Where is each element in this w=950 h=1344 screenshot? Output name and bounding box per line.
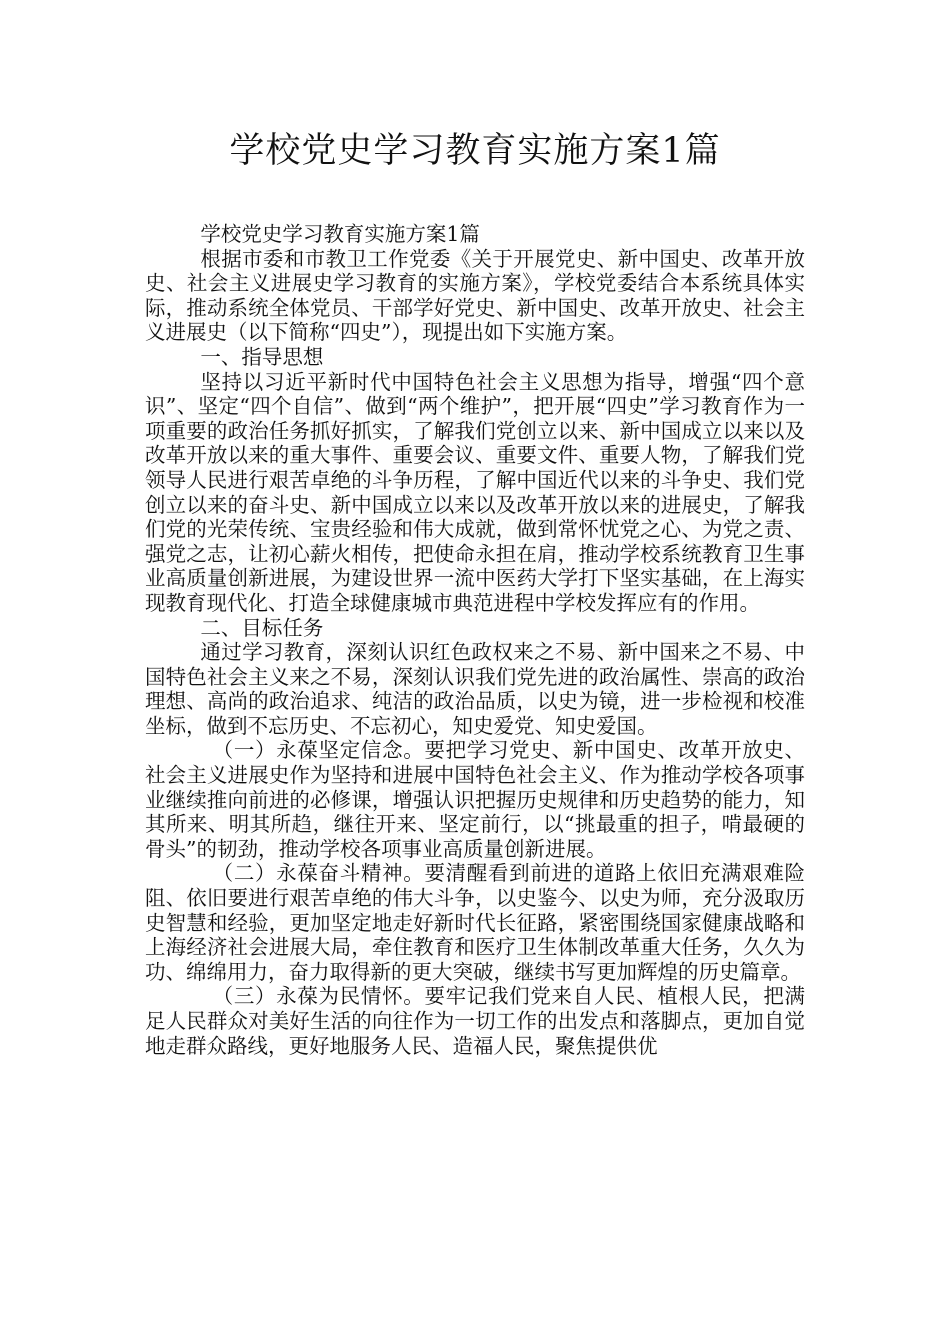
document-title: 学校党史学习教育实施方案1篇 <box>229 131 721 171</box>
subtitle-paragraph: 学校党史学习教育实施方案1篇 <box>200 222 480 246</box>
goal-item-2: （二）永葆奋斗精神。要清醒看到前进的道路上依旧充满艰难险阻、依旧要进行艰苦卓绝的伟大斗争，以史鉴今、以史为师，充分汲取历史智慧和经验，更加坚定地走好新时代长征路，紧密围绕国家健康战略和上海经济社会进展大局，牵住教育和医疗卫生体制改革重大任务，久久为功、绵绵用力，奋力取得新的更大突破，继续书写更加辉煌的历史篇章。 <box>145 861 805 984</box>
goal-item-1: （一）永葆坚定信念。要把学习党史、新中国史、改革开放史、社会主义进展史作为坚持和进展中国特色社会主义、作为推动学校各项事业继续推向前进的必修课，增强认识把握历史规律和历史趋势的能力，知其所来、明其所趋，继往开来、坚定前行，以“挑最重的担子，啃最硬的骨头”的韧劲，推动学校各项事业高质量创新进展。 <box>145 738 805 861</box>
goals-paragraph: 通过学习教育，深刻认识红色政权来之不易、新中国来之不易、中国特色社会主义来之不易，深刻认识我们党先进的政治属性、崇高的政治理想、高尚的政治追求、纯洁的政治品质，以史为镜，进一步检视和校准坐标，做到不忘历史、不忘初心，知史爱党、知史爱国。 <box>145 640 805 738</box>
guiding-paragraph: 坚持以习近平新时代中国特色社会主义思想为指导，增强“四个意识”、坚定“四个自信”、做到“两个维护”，把开展“四史”学习教育作为一项重要的政治任务抓好抓实，了解我们党创立以来、新中国成立以来以及改革开放以来的重大事件、重要会议、重要文件、重要人物，了解我们党领导人民进行艰苦卓绝的斗争历程，了解中国近代以来的斗争史、我们党创立以来的奋斗史、新中国成立以来以及改革开放以来的进展史，了解我们党的光荣传统、宝贵经验和伟大成就，做到常怀忧党之心、为党之责、强党之志，让初心薪火相传，把使命永担在肩，推动学校系统教育卫生事业高质量创新进展，为建设世界一流中医药大学打下坚实基础，在上海实现教育现代化、打造全球健康城市典范进程中学校发挥应有的作用。 <box>145 369 805 615</box>
section-heading-guiding: 一、指导思想 <box>200 344 324 369</box>
intro-paragraph: 根据市委和市教卫工作党委《关于开展党史、新中国史、改革开放史、社会主义进展史学习教育的实施方案》，学校党委结合本系统具体实际，推动系统全体党员、干部学好党史、新中国史、改革开放史、社会主义进展史（以下简称“四史”），现提出如下实施方案。 <box>145 246 805 345</box>
section-heading-goals: 二、目标任务 <box>200 615 324 640</box>
document-body <box>145 222 805 1058</box>
goal-item-3: （三）永葆为民情怀。要牢记我们党来自人民、植根人民，把满足人民群众对美好生活的向往作为一切工作的出发点和落脚点，更加自觉地走群众路线，更好地服务人民、造福人民，聚焦提供优 <box>145 984 805 1058</box>
